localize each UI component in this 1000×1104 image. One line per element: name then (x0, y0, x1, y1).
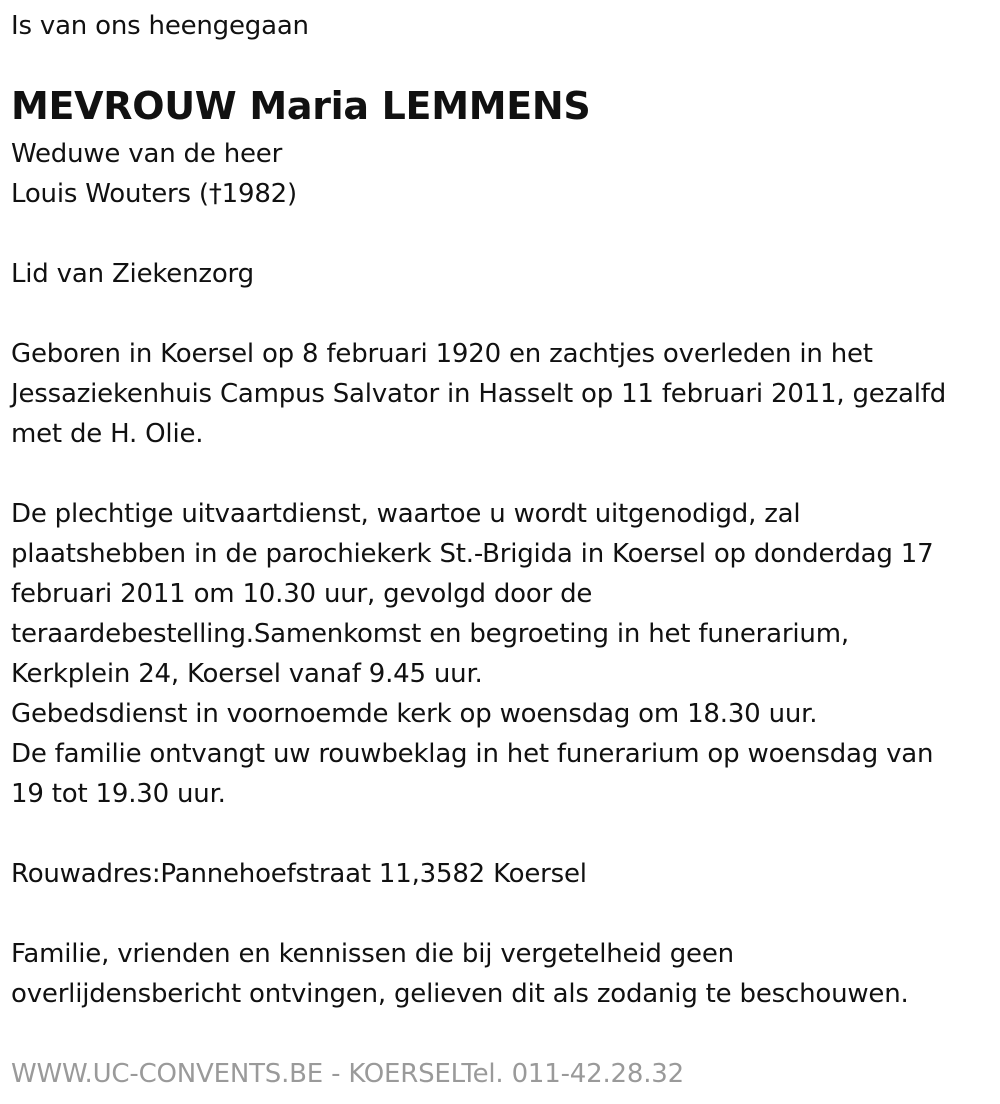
widow-line: Weduwe van de heer (11, 139, 283, 169)
membership-line: Lid van Ziekenzorg (11, 259, 254, 289)
funeral-line: De plechtige uitvaartdienst, waartoe u wordt uitgenodigd, zal (11, 499, 801, 529)
funeral-block (11, 494, 933, 814)
funeral-line: 19 tot 19.30 uur. (11, 779, 226, 809)
family-note-block (11, 934, 909, 1014)
intro-line: Is van ons heengegaan (11, 11, 309, 41)
funeral-line: teraardebestelling.Samenkomst en begroeting in het funerarium, (11, 619, 849, 649)
funeral-line: Kerkplein 24, Koersel vanaf 9.45 uur. (11, 659, 483, 689)
widow-block (11, 134, 297, 214)
footer-contact: WWW.UC-CONVENTS.BE - KOERSELTel. 011-42.28.32 (11, 1059, 684, 1089)
birth-death-line: Geboren in Koersel op 8 februari 1920 en zachtjes overleden in het (11, 339, 873, 369)
birth-death-line: met de H. Olie. (11, 419, 204, 449)
deceased-name: MEVROUW Maria LEMMENS (11, 84, 591, 128)
funeral-line: De familie ontvangt uw rouwbeklag in het funerarium op woensdag van (11, 739, 934, 769)
birth-death-line: Jessaziekenhuis Campus Salvator in Hasselt op 11 februari 2011, gezalfd (11, 379, 947, 409)
address-block (11, 854, 587, 894)
funeral-line: Gebedsdienst in voornoemde kerk op woensdag om 18.30 uur. (11, 699, 818, 729)
funeral-line: februari 2011 om 10.30 uur, gevolgd door de (11, 579, 593, 609)
widow-line: Louis Wouters (†1982) (11, 179, 297, 209)
family-note-line: overlijdensbericht ontvingen, gelieven dit als zodanig te beschouwen. (11, 979, 909, 1009)
family-note-line: Familie, vrienden en kennissen die bij vergetelheid geen (11, 939, 734, 969)
mourning-address: Rouwadres:Pannehoefstraat 11,3582 Koersel (11, 859, 587, 889)
membership-block (11, 254, 254, 294)
funeral-line: plaatshebben in de parochiekerk St.-Brigida in Koersel op donderdag 17 (11, 539, 934, 569)
birth-death-block (11, 334, 946, 454)
